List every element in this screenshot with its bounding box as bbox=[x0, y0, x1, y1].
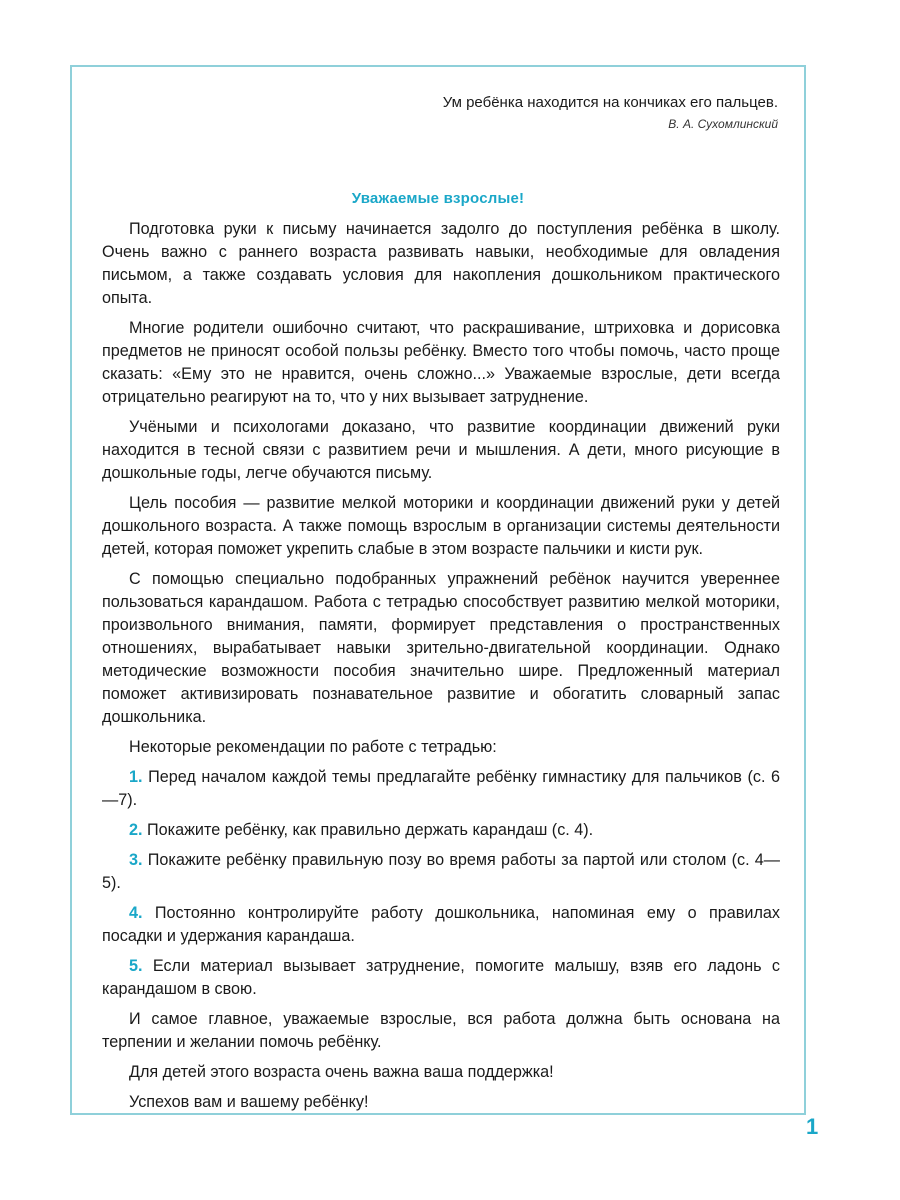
recommendation-text: Если материал вызывает затруднение, помогите малышу, взяв его ладонь с карандашом в свою. bbox=[102, 957, 780, 998]
paragraph: Многие родители ошибочно считают, что раскрашивание, штриховка и дорисовка предметов не приносят особой пользы ребёнку. Вместо того чтобы помочь, часто проще сказать: «Ему это не нравится, очень сложно...» Уважаемые взрослые, дети всегда отрицательно реагируют на то, что у них вызывает затруднение. bbox=[102, 319, 780, 406]
recommendation-item bbox=[102, 849, 780, 895]
epigraph-author: В. А. Сухомлинский bbox=[668, 117, 778, 131]
recommendation-item bbox=[102, 955, 780, 1001]
epigraph bbox=[443, 93, 778, 133]
paragraph: С помощью специально подобранных упражнений ребёнок научится увереннее пользоваться карандашом. Работа с тетрадью способствует развитию мелкой моторики, произвольного внимания, памяти, формирует представления о пространственных отношениях, вырабатывает навыки зрительно-двигательной координации. Однако методические возможности пособия значительно шире. Предложенный материал поможет активизировать познавательное развитие и обогатить словарный запас дошкольника. bbox=[102, 570, 780, 726]
paragraph: Цель пособия — развитие мелкой моторики и координации движений руки у детей дошкольного возраста. А также помощь взрослым в организации системы деятельности детей, которая поможет укрепить слабые в этом возрасте пальчики и кисти рук. bbox=[102, 494, 780, 558]
paragraph: Некоторые рекомендации по работе с тетрадью: bbox=[129, 738, 497, 756]
recommendation-text: Покажите ребёнку, как правильно держать карандаш (с. 4). bbox=[147, 821, 594, 839]
recommendation-text: Перед началом каждой темы предлагайте ребёнку гимнастику для пальчиков (с. 6—7). bbox=[102, 768, 781, 809]
recommendation-item bbox=[102, 819, 780, 842]
recommendation-item bbox=[102, 902, 780, 948]
epigraph-quote: Ум ребёнка находится на кончиках его пальцев. bbox=[442, 94, 778, 111]
page-heading: Уважаемые взрослые! bbox=[351, 190, 525, 207]
closing-paragraph: И самое главное, уважаемые взрослые, вся работа должна быть основана на терпении и желании помочь ребёнку. bbox=[102, 1010, 780, 1051]
recommendation-number: 5. bbox=[129, 957, 143, 975]
body-text bbox=[102, 218, 780, 1121]
paragraph: Учёными и психологами доказано, что развитие координации движений руки находится в тесной связи с развитием речи и мышления. А дети, много рисующие в дошкольные годы, легче обучаются письму. bbox=[102, 418, 780, 482]
recommendation-text: Постоянно контролируйте работу дошкольника, напоминая ему о правилах посадки и удержания карандаша. bbox=[102, 904, 780, 945]
paragraph: Подготовка руки к письму начинается задолго до поступления ребёнка в школу. Очень важно с раннего возраста развивать навыки, необходимые для овладения письмом, а также создавать условия для накопления дошкольником практического опыта. bbox=[102, 220, 780, 307]
recommendation-number: 4. bbox=[129, 904, 143, 922]
recommendation-item bbox=[102, 766, 780, 812]
recommendation-number: 2. bbox=[129, 821, 143, 839]
closing-paragraph: Для детей этого возраста очень важна ваша поддержка! bbox=[129, 1063, 554, 1081]
recommendation-number: 3. bbox=[129, 851, 143, 869]
closing-paragraph: Успехов вам и вашему ребёнку! bbox=[129, 1093, 369, 1111]
recommendation-text: Покажите ребёнку правильную позу во время работы за партой или столом (с. 4—5). bbox=[102, 851, 780, 892]
recommendation-number: 1. bbox=[129, 768, 143, 786]
page-number: 1 bbox=[806, 1114, 819, 1139]
